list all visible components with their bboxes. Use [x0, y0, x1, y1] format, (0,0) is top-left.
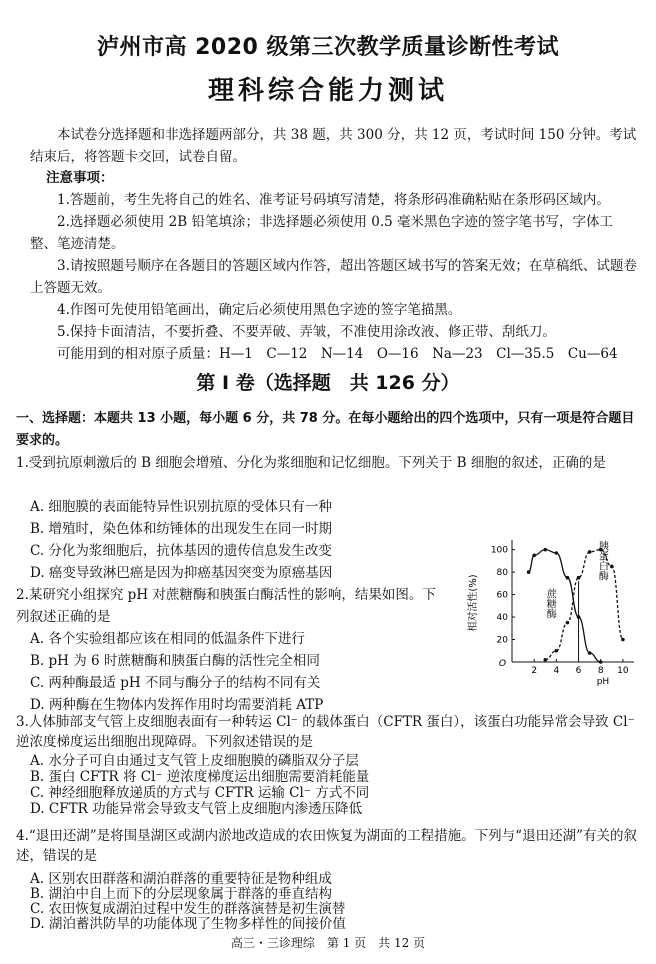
series-2-point — [566, 621, 570, 625]
y-axis-label: 相对活性(%) — [468, 574, 479, 632]
series-1-point — [555, 551, 559, 555]
x-axis-label: pH — [596, 677, 610, 686]
series-2-point — [610, 565, 614, 569]
origin-label: O — [498, 659, 506, 669]
series-label-sucrase: 蔗糖酶 — [544, 588, 556, 619]
question-3-option-d: D. CFTR 功能异常会导致支气管上皮细胞内渗透压降低 — [30, 801, 363, 817]
note-5: 5.保持卡面清洁，不要折叠、不要弄破、弄皱，不准使用涂改液、修正带、刮纸刀。 — [57, 324, 556, 340]
question-4-option-d: D. 湖泊蓄洪防旱的功能体现了生物多样性的间接价值 — [30, 916, 346, 932]
question-4-option-a: A. 区别农田群落和湖泊群落的重要特征是物种组成 — [30, 871, 332, 887]
question-2-option-d: D. 两种酶在生物体内发挥作用时均需要消耗 ATP — [30, 697, 324, 713]
atomic-masses: 可能用到的相对原子质量：H—1 C—12 N—14 O—16 Na—23 Cl—35.5 Cu—64 — [57, 346, 618, 362]
note-3: 3.请按照题号顺序在各题目的答题区域内作答，超出答题区域书写的答案无效；在草稿纸、试题卷上答题无效。 — [30, 258, 637, 296]
x-tick-label: 4 — [553, 666, 560, 676]
series-2-point — [621, 638, 625, 642]
series-2-point — [543, 658, 547, 662]
question-1-option-d: D. 癌变导致淋巴癌是因为抑癌基因突变为原癌基因 — [30, 565, 333, 581]
series-1-point — [532, 553, 536, 557]
question-1-option-a: A. 细胞膜的表面能特异性识别抗原的受体只有一种 — [30, 499, 332, 515]
intro-text: 本试卷分选择题和非选择题两部分，共 38 题，共 300 分，共 12 页，考试时间 150 分钟。考试结束后，将答题卡交回，试卷自留。 — [30, 127, 637, 165]
series-1-point — [566, 576, 570, 580]
question-3-stem: 3.人体肺部支气管上皮细胞表面有一种转运 Cl⁻ 的载体蛋白（CFTR 蛋白），该蛋白功能异常会导致 Cl⁻ 逆浓度梯度运出细胞出现障碍。下列叙述错误的是 — [16, 714, 635, 750]
y-tick-label: 20 — [496, 635, 508, 646]
x-tick-label: 2 — [531, 666, 538, 676]
exam-title: 泸州市高 2020 级第三次教学质量诊断性考试 — [96, 35, 560, 60]
series-2-point — [577, 576, 581, 580]
note-2: 2.选择题必须使用 2B 铅笔填涂；非选择题必须使用 0.5 毫米黑色字迹的签字笔书写，字体工整、笔迹清楚。 — [30, 214, 614, 252]
question-2-option-b: B. pH 为 6 时蔗糖酶和胰蛋白酶的活性完全相同 — [30, 653, 320, 669]
y-tick-label: 40 — [496, 613, 508, 624]
question-3-option-c: C. 神经细胞释放递质的方式与 CFTR 运输 Cl⁻ 方式不同 — [30, 785, 370, 801]
exam-subtitle: 理科综合能力测试 — [207, 76, 448, 106]
series-1-point — [577, 615, 581, 619]
series-1-point — [543, 548, 547, 552]
question-1-option-b: B. 增殖时，染色体和纺锤体的出现发生在同一时期 — [30, 521, 333, 537]
y-tick-label: 80 — [496, 568, 508, 579]
section-title: 第 I 卷（选择题 共 126 分） — [196, 372, 460, 394]
question-4-stem: 4.“退田还湖”是将围垦湖区或湖内淤地改造成的农田恢复为湖面的工程措施。下列与“退田还湖”有关的叙述，错误的是 — [16, 828, 637, 864]
notes-title: 注意事项： — [46, 170, 114, 186]
note-1: 1.答题前，考生先将自己的姓名、准考证号码填写清楚，将条形码准确粘贴在条形码区域内。 — [57, 192, 610, 208]
question-4-option-c: C. 农田恢复成湖泊过程中发生的群落演替是初生演替 — [30, 901, 346, 917]
question-3-option-b: B. 蛋白 CFTR 将 Cl⁻ 逆浓度梯度运出细胞需要消耗能量 — [30, 769, 370, 785]
x-tick-label: 6 — [575, 666, 582, 676]
question-2-option-a: A. 各个实验组都应该在相同的低温条件下进行 — [30, 631, 305, 647]
series-label-trypsin: 胰蛋白酶 — [596, 540, 608, 581]
question-4-option-b: B. 湖泊中自上而下的分层现象属于群落的垂直结构 — [30, 886, 333, 902]
question-1-stem: 1.受到抗原刺激后的 B 细胞会增殖、分化为浆细胞和记忆细胞。下列关于 B 细胞的叙述，正确的是 — [16, 455, 606, 471]
y-tick-label: 60 — [496, 590, 508, 601]
series-1-point — [527, 570, 531, 574]
series-1-point — [588, 651, 592, 655]
note-4: 4.作图可先使用铅笔画出，确定后必须使用黑色字迹的签字笔描黑。 — [57, 302, 462, 318]
series-2-point — [588, 550, 592, 554]
question-1-option-c: C. 分化为浆细胞后，抗体基因的遗传信息发生改变 — [30, 543, 332, 559]
series-1-point — [599, 660, 603, 664]
question-2-option-c: C. 两种酶最适 pH 不同与酶分子的结构不同有关 — [30, 675, 321, 691]
series-2-point — [555, 649, 559, 653]
part-title: 一、选择题：本题共 13 小题，每小题 6 分，共 78 分。在每小题给出的四个选项中，只有一项是符合题目要求的。 — [16, 411, 635, 448]
question-3-option-a: A. 水分子可自由通过支气管上皮细胞膜的磷脂双分子层 — [30, 753, 359, 769]
x-tick-label: 8 — [597, 666, 604, 676]
enzyme-activity-chart — [462, 536, 642, 686]
series-line-1 — [529, 550, 601, 662]
page-footer: 高三・三诊理综 第 1 页 共 12 页 — [230, 936, 426, 950]
question-2-stem: 2.某研究小组探究 pH 对蔗糖酶和胰蛋白酶活性的影响，结果如图。下列叙述正确的是 — [16, 587, 436, 625]
x-tick-label: 10 — [617, 666, 629, 676]
y-tick-label: 100 — [490, 545, 508, 556]
